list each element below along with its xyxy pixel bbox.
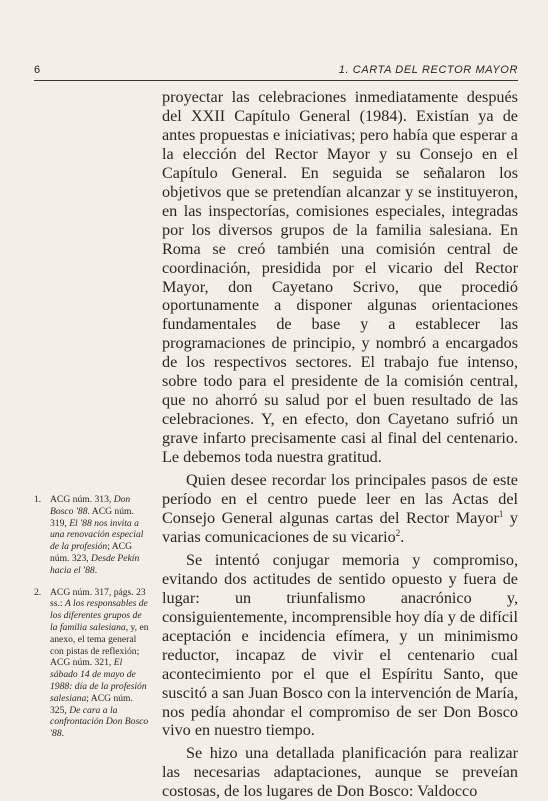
paragraph-text: Quien desee recordar los principales pasos de este período en el centro puede leer en las Actas del Consejo General algunas cartas del Rector Mayor (162, 471, 518, 527)
footnote-number: 2. (34, 586, 42, 598)
footnote-title: Desde Pekín hacia el '88 (50, 552, 140, 576)
paragraph-text: proyectar las celebraciones inmediatamente después del XXII Capítulo General (1984). Existían ya de antes propuestas e iniciativas; pero había que esperar a la elección del Rector Mayor y su Consejo en el Capítulo General. En seguida se señalaron los objetivos que se pretendían alcanzar y se instituyeron, en las inspectorías, comisiones especiales, integradas por los diversos grupos de la familia salesiana. En Roma se creó también una comisión central de coordinación, presidida por el vicario del Rector Mayor, don Cayetano Scrivo, que procedió oportunamente a disponer algunas orientaciones fundamentales de base y a establecer las programaciones de principio, y nombró a encargados de los respectivos sectores. El trabajo fue intenso, sobre todo para el presidente de la comisión central, que no ahorró su salud por el buen resultado de las celebraciones. Y, en efecto, don Cayetano sufrió un grave infarto precisamente casi al final del centenario. Le debemos toda nuestra gratitud. (162, 88, 518, 467)
paragraph (162, 551, 518, 741)
footnote-segment: . ACG núm. 319, (50, 505, 134, 529)
page-number: 6 (34, 64, 41, 76)
footnote-segment: ; ACG núm. 325, (50, 692, 133, 716)
footnote-title: De cara a la confrontación Don Bosco '88 (50, 704, 149, 740)
footnote-title: A los responsables de los diferentes grupos de la familia salesiana (50, 598, 148, 633)
footnote-text (50, 587, 151, 740)
header-rule (34, 80, 518, 81)
footnote-1 (34, 494, 151, 577)
paragraph (162, 471, 518, 547)
paragraph-text: Se hizo una detallada planificación para realizar las necesarias adaptaciones, aunque se preveían costosas, de los lugares de Don Bosco: Valdocco (162, 744, 518, 801)
footnote-2 (34, 587, 151, 740)
running-title: 1. CARTA DEL RECTOR MAYOR (338, 64, 518, 76)
footnote-number: 1. (34, 494, 42, 505)
footnotes (34, 494, 151, 750)
footnote-text (50, 494, 151, 577)
footnote-segment: ACG núm. 317, págs. 23 ss.: (50, 586, 146, 610)
footnote-ref-1: 1 (498, 508, 504, 519)
footnote-segment: . (61, 728, 65, 740)
footnote-title: El sábado 14 de mayo de 1988: día de la profesión salesiana (50, 657, 147, 704)
paragraph-text: y varias comunicaciones de su vicario (162, 508, 519, 546)
footnote-segment: ACG núm. 313, (50, 494, 114, 505)
paragraph-text: Se intentó conjugar memoria y compromiso, evitando dos actitudes de sentido opuesto y fuera de lugar: un triunfalismo anacrónico y, consiguientemente, incomprensible hoy día y de difícil aceptación e incidencia efímera, y un minimismo reductor, incapaz de vivir el centenario cual acontecimiento por el que el Espíritu Santo, que suscitó a san Juan Bosco con la intervención de María, nos pedía ahondar el compromiso de ser Don Bosco vivo en nuestro tiempo. (162, 550, 518, 740)
footnote-title: Don Bosco '88 (50, 494, 131, 517)
paragraph (162, 88, 518, 467)
main-text (162, 88, 518, 801)
footnote-ref-2: 2 (395, 527, 401, 538)
footnote-segment: , y, en anexo, el tema general con pistas de reflexión; ACG núm. 321, (50, 621, 149, 669)
paragraph-text: . (400, 527, 405, 546)
footnote-segment: . (94, 564, 98, 576)
footnote-title: El '88 nos invita a una renovación especial de la profesión (50, 517, 144, 553)
footnote-segment: ; ACG núm. 323, (50, 541, 132, 564)
